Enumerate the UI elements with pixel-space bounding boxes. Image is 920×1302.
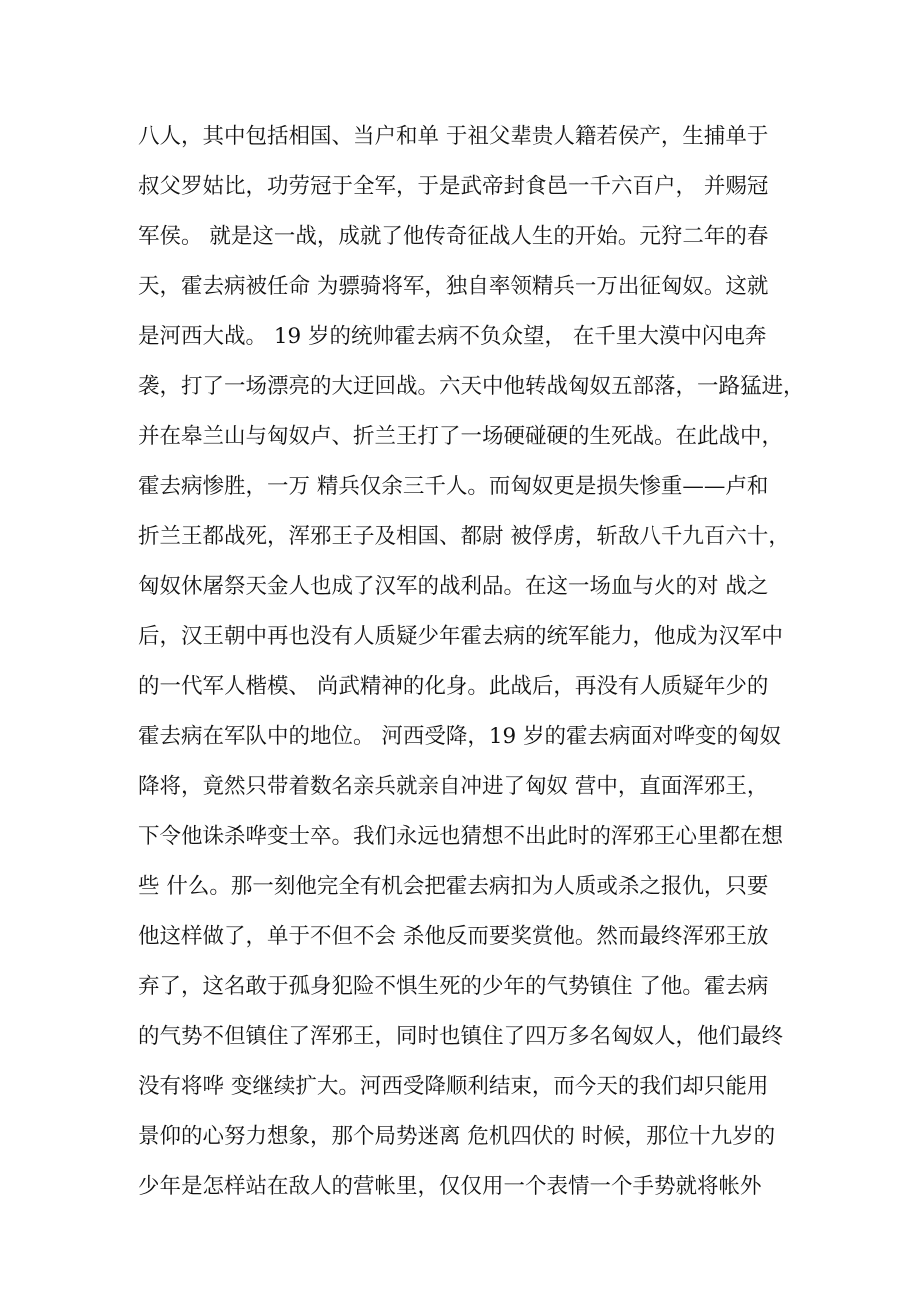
text-line: 下令他诛杀哗变士卒。我们永远也猜想不出此时的浑邪王心里都在想 (138, 824, 784, 849)
text-line: 他这样做了，单于不但不会 杀他反而要奖赏他。然而最终浑邪王放 (138, 924, 769, 949)
text-line: 并在皋兰山与匈奴卢、折兰王打了一场硬碰硬的生死战。在此战中， (138, 424, 784, 449)
text-line: 是河西大战。 19 岁的统帅霍去病不负众望， 在千里大漠中闪电奔 (138, 324, 767, 349)
body-text (138, 112, 818, 1212)
text-line: 弃了，这名敢于孤身犯险不惧生死的少年的气势镇住 了他。霍去病 (138, 974, 769, 999)
text-line: 后，汉王朝中再也没有人质疑少年霍去病的统军能力，他成为汉军中 (138, 624, 784, 649)
text-line: 折兰王都战死，浑邪王子及相国、都尉 被俘虏，斩敌八千九百六十， (138, 524, 790, 549)
text-line: 的一代军人楷模、 尚武精神的化身。此战后，再没有人质疑年少的 (138, 674, 769, 699)
text-line: 霍去病在军队中的地位。 河西受降，19 岁的霍去病面对哗变的匈奴 (138, 724, 782, 749)
text-line: 八人，其中包括相国、当户和单 于祖父辈贵人籍若侯产，生捕单于 (138, 124, 769, 149)
text-line: 天，霍去病被任命 为骠骑将军，独自率领精兵一万出征匈奴。这就 (138, 274, 769, 299)
text-line: 降将，竟然只带着数名亲兵就亲自冲进了匈奴 营中，直面浑邪王， (138, 774, 769, 799)
text-line: 没有将哗 变继续扩大。河西受降顺利结束，而今天的我们却只能用 (138, 1074, 769, 1099)
text-line: 些 什么。那一刻他完全有机会把霍去病扣为人质或杀之报仇，只要 (138, 874, 769, 899)
text-line: 的气势不但镇住了浑邪王，同时也镇住了四万多名匈奴人，他们最终 (138, 1024, 784, 1049)
text-line: 少年是怎样站在敌人的营帐里，仅仅用一个表情一个手势就将帐外 (138, 1174, 762, 1199)
text-line: 军侯。 就是这一战，成就了他传奇征战人生的开始。元狩二年的春 (138, 224, 769, 249)
text-line: 叔父罗姑比，功劳冠于全军，于是武帝封食邑一千六百户， 并赐冠 (138, 174, 769, 199)
text-line: 袭，打了一场漂亮的大迂回战。六天中他转战匈奴五部落，一路猛进， (138, 374, 805, 399)
text-line: 霍去病惨胜，一万 精兵仅余三千人。而匈奴更是损失惨重——卢和 (138, 474, 769, 499)
text-line: 匈奴休屠祭天金人也成了汉军的战利品。在这一场血与火的对 战之 (138, 574, 769, 599)
text-line: 景仰的心努力想象，那个局势迷离 危机四伏的 时候，那位十九岁的 (138, 1124, 776, 1149)
